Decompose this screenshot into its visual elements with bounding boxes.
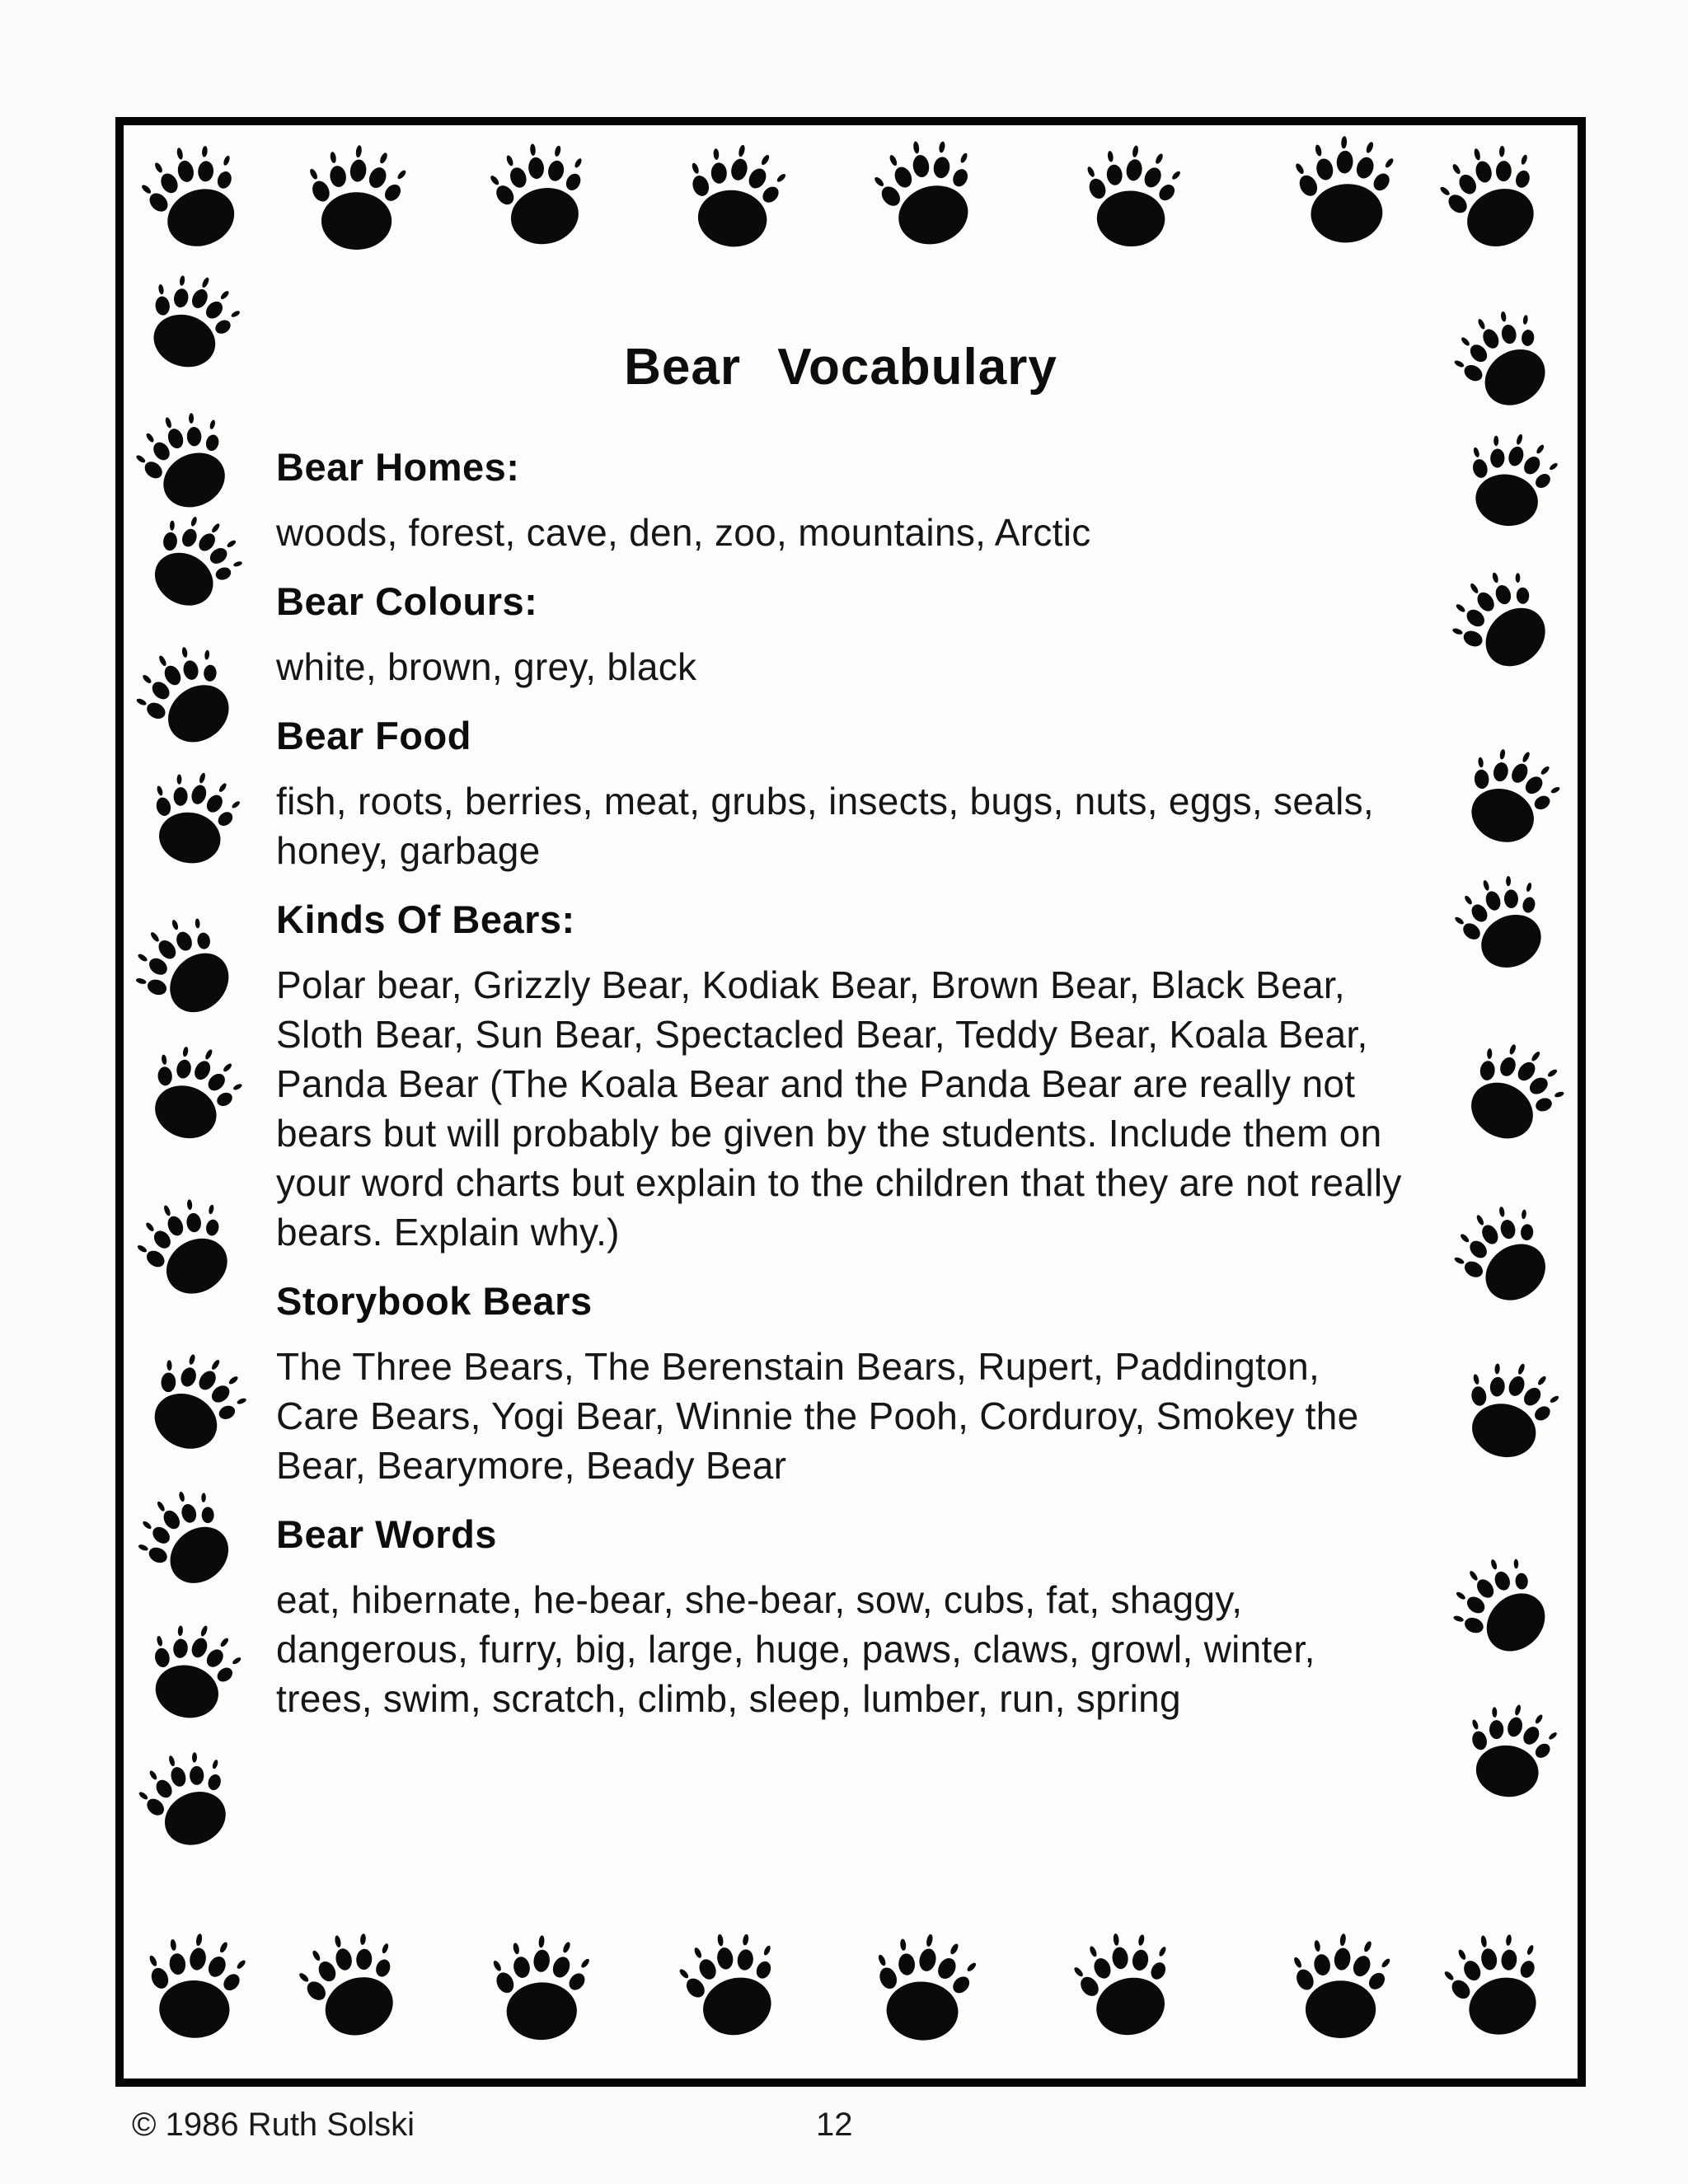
paw-print-icon: [117, 252, 270, 405]
section-body: woods, forest, cave, den, zoo, mountains, Arctic: [276, 511, 1091, 554]
paw-print-icon: [119, 392, 264, 537]
section-bear-colours: [276, 579, 1405, 691]
paw-print-icon: [1432, 285, 1587, 439]
paw-print-icon: [126, 128, 273, 274]
section-heading: Storybook Bears: [276, 1279, 593, 1323]
paw-print-icon: [1423, 126, 1573, 276]
section-body: The Three Bears, The Berenstain Bears, Rupert, Paddington, Care Bears, Yogi Bear, Winnie the Pooh, Corduroy, Smokey the Bear, Bearymore, Beady Bear: [276, 1345, 1359, 1487]
paw-print-icon: [109, 887, 273, 1051]
paw-print-icon: [666, 1919, 808, 2060]
section-body: eat, hibernate, he-bear, she-bear, sow, cubs, fat, shaggy, dangerous, furry, big, large, huge, paws, claws, growl, winter, trees, swim, scratch, climb, sleep, lumber, run, spring: [276, 1578, 1315, 1720]
paw-print-icon: [1273, 1920, 1417, 2064]
paw-print-icon: [1430, 1918, 1573, 2061]
section-heading: Bear Homes:: [276, 445, 520, 489]
paw-print-icon: [118, 1176, 268, 1326]
paw-print-icon: [120, 1603, 270, 1753]
paw-print-icon: [117, 491, 272, 646]
paw-print-icon: [1432, 1179, 1587, 1335]
page-content: [276, 338, 1405, 1745]
section-kinds-of-bears: [276, 897, 1405, 1257]
paw-print-icon: [1431, 1017, 1595, 1181]
paw-print-icon: [1428, 1528, 1589, 1690]
paw-print-icon: [476, 1924, 616, 2064]
paw-print-icon: [1443, 1687, 1584, 1828]
paw-print-icon: [480, 134, 612, 265]
paw-print-icon: [1064, 131, 1207, 274]
paw-print-icon: [123, 1733, 264, 1874]
section-body: Polar bear, Grizzly Bear, Kodiak Bear, Brown Bear, Black Bear, Sloth Bear, Sun Bear, Spectacled Bear, Teddy Bear, Koala Bear, Panda Bear (The Koala Bear and the Panda Bear are really not bears but will probably be given by the students. Include them on your word charts but explain to the children that they are not really bears. Explain why.): [276, 963, 1402, 1254]
paw-print-icon: [1281, 127, 1420, 266]
paw-print-icon: [118, 1023, 272, 1177]
paw-print-icon: [851, 1917, 1005, 2071]
section-heading: Kinds Of Bears:: [276, 898, 575, 941]
page-number: 12: [816, 2107, 853, 2143]
paw-print-icon: [284, 1915, 432, 2064]
section-heading: Bear Colours:: [276, 579, 538, 623]
paw-print-icon: [114, 620, 272, 778]
paw-print-icon: [1436, 1341, 1588, 1493]
paw-print-icon: [1427, 541, 1589, 704]
paw-print-icon: [1062, 1920, 1199, 2058]
paw-print-icon: [125, 1919, 274, 2067]
page-title: Bear Vocabulary: [624, 339, 1057, 396]
section-body: fish, roots, berries, meat, grubs, insects, bugs, nuts, eggs, seals, honey, garbage: [276, 780, 1375, 872]
paw-print-icon: [288, 132, 433, 276]
section-bear-homes: [276, 444, 1405, 557]
copyright-text: © 1986 Ruth Solski: [132, 2107, 415, 2143]
paw-print-icon: [663, 127, 814, 279]
paw-print-icon: [1437, 855, 1578, 996]
paw-print-icon: [1433, 724, 1589, 880]
paw-print-icon: [1442, 415, 1585, 558]
section-heading: Bear Food: [276, 714, 471, 757]
section-storybook-bears: [276, 1278, 1405, 1490]
paw-print-icon: [860, 125, 1005, 269]
paw-print-icon: [115, 1463, 271, 1619]
page-border: [115, 117, 1586, 2087]
section-body: white, brown, grey, black: [276, 645, 697, 688]
section-heading: Bear Words: [276, 1512, 497, 1556]
paw-print-icon: [125, 753, 266, 894]
paw-print-icon: [115, 1328, 277, 1490]
section-bear-food: [276, 713, 1405, 875]
section-bear-words: [276, 1511, 1405, 1723]
